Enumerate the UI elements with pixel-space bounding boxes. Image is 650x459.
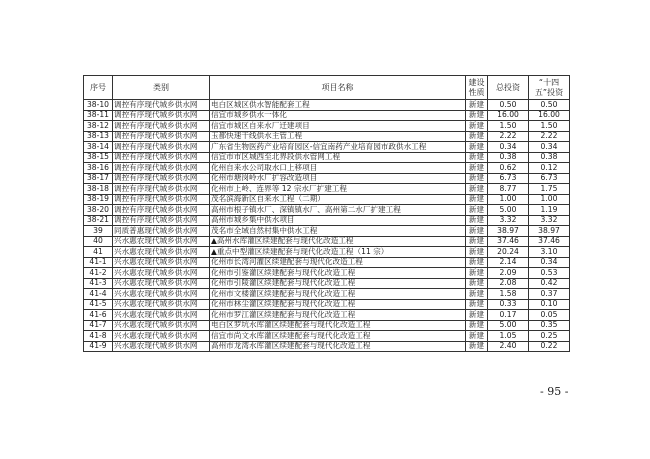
cell-name: 化州市塘岗岭水厂扩容改造项目	[210, 173, 466, 184]
cell-total: 2.14	[488, 257, 529, 268]
cell-nature: 新建	[466, 163, 488, 174]
cell-fyp: 0.10	[529, 299, 570, 310]
cell-category: 兴水惠农现代城乡供水网	[113, 310, 210, 321]
cell-seq: 41-2	[84, 268, 113, 279]
cell-nature: 新建	[466, 131, 488, 142]
cell-total: 2.08	[488, 278, 529, 289]
cell-nature: 新建	[466, 100, 488, 111]
cell-category: 兴水惠农现代城乡供水网	[113, 236, 210, 247]
cell-nature: 新建	[466, 173, 488, 184]
cell-name: 电白区罗坑水库灌区续建配套与现代化改造工程	[210, 320, 466, 331]
cell-total: 20.24	[488, 247, 529, 258]
cell-fyp: 0.34	[529, 142, 570, 153]
table-header	[84, 76, 570, 100]
cell-category: 调控有序现代城乡供水网	[113, 131, 210, 142]
cell-category: 调控有序现代城乡供水网	[113, 163, 210, 174]
cell-name: 化州市林尘灌区续建配套与现代化改造工程	[210, 299, 466, 310]
cell-nature: 新建	[466, 299, 488, 310]
cell-category: 兴水惠农现代城乡供水网	[113, 331, 210, 342]
cell-total: 2.09	[488, 268, 529, 279]
cell-fyp: 1.50	[529, 121, 570, 132]
cell-seq: 38-11	[84, 110, 113, 121]
cell-category: 调控有序现代城乡供水网	[113, 121, 210, 132]
cell-nature: 新建	[466, 310, 488, 321]
cell-seq: 38-14	[84, 142, 113, 153]
cell-total: 1.00	[488, 194, 529, 205]
cell-total: 0.17	[488, 310, 529, 321]
cell-fyp: 1.75	[529, 184, 570, 195]
cell-category: 调控有序现代城乡供水网	[113, 173, 210, 184]
cell-fyp: 38.97	[529, 226, 570, 237]
cell-fyp: 16.00	[529, 110, 570, 121]
cell-total: 0.50	[488, 100, 529, 111]
header-seq: 序号	[84, 76, 113, 100]
cell-fyp: 0.34	[529, 257, 570, 268]
cell-fyp: 1.00	[529, 194, 570, 205]
cell-seq: 38-15	[84, 152, 113, 163]
cell-nature: 新建	[466, 184, 488, 195]
table-body	[84, 100, 570, 352]
cell-seq: 38-20	[84, 205, 113, 216]
cell-category: 兴水惠农现代城乡供水网	[113, 257, 210, 268]
cell-nature: 新建	[466, 215, 488, 226]
table-row	[84, 278, 570, 289]
cell-nature: 新建	[466, 257, 488, 268]
table-row	[84, 226, 570, 237]
cell-total: 8.77	[488, 184, 529, 195]
table-row	[84, 142, 570, 153]
cell-name: 化州市长湾河灌区续建配套与现代化改造工程	[210, 257, 466, 268]
table-row	[84, 215, 570, 226]
cell-fyp: 0.12	[529, 163, 570, 174]
cell-total: 5.00	[488, 205, 529, 216]
cell-name: ▲高州水库灌区续建配套与现代化改造工程	[210, 236, 466, 247]
cell-name: 高州市根子镇水厂、深镇镇水厂、高州第二水厂扩建工程	[210, 205, 466, 216]
cell-total: 3.32	[488, 215, 529, 226]
cell-category: 兴水惠农现代城乡供水网	[113, 278, 210, 289]
cell-fyp: 3.32	[529, 215, 570, 226]
cell-fyp: 6.73	[529, 173, 570, 184]
cell-seq: 41	[84, 247, 113, 258]
cell-fyp: 1.19	[529, 205, 570, 216]
cell-fyp: 0.38	[529, 152, 570, 163]
cell-seq: 38-16	[84, 163, 113, 174]
cell-fyp: 3.10	[529, 247, 570, 258]
cell-seq: 41-9	[84, 341, 113, 352]
header-name: 项目名称	[210, 76, 466, 100]
cell-name: 化州市引鉴灌区续建配套与现代化改造工程	[210, 268, 466, 279]
cell-total: 1.58	[488, 289, 529, 300]
cell-category: 调控有序现代城乡供水网	[113, 184, 210, 195]
cell-name: 化州市文楼灌区续建配套与现代化改造工程	[210, 289, 466, 300]
cell-seq: 39	[84, 226, 113, 237]
cell-total: 0.62	[488, 163, 529, 174]
cell-category: 调控有序现代城乡供水网	[113, 215, 210, 226]
cell-fyp: 0.35	[529, 320, 570, 331]
cell-total: 0.38	[488, 152, 529, 163]
table-row	[84, 247, 570, 258]
cell-seq: 40	[84, 236, 113, 247]
cell-nature: 新建	[466, 247, 488, 258]
cell-fyp: 0.50	[529, 100, 570, 111]
cell-name: 高州市城乡集中供水项目	[210, 215, 466, 226]
table-row	[84, 331, 570, 342]
cell-nature: 新建	[466, 278, 488, 289]
cell-category: 调控有序现代城乡供水网	[113, 142, 210, 153]
cell-fyp: 0.25	[529, 331, 570, 342]
table-row	[84, 152, 570, 163]
cell-seq: 41-8	[84, 331, 113, 342]
table-row	[84, 289, 570, 300]
table-row	[84, 236, 570, 247]
cell-fyp: 0.37	[529, 289, 570, 300]
cell-category: 兴水惠农现代城乡供水网	[113, 289, 210, 300]
cell-seq: 38-18	[84, 184, 113, 195]
cell-fyp: 0.05	[529, 310, 570, 321]
cell-name: 广东省生物医药产业培育园区-信宜南药产业培育园市政供水工程	[210, 142, 466, 153]
cell-name: 化州自来水公司取水口上移项目	[210, 163, 466, 174]
cell-fyp: 0.53	[529, 268, 570, 279]
table-row	[84, 341, 570, 352]
cell-category: 兴水惠农现代城乡供水网	[113, 268, 210, 279]
cell-nature: 新建	[466, 320, 488, 331]
cell-total: 1.05	[488, 331, 529, 342]
cell-nature: 新建	[466, 341, 488, 352]
cell-category: 调控有序现代城乡供水网	[113, 205, 210, 216]
cell-seq: 41-7	[84, 320, 113, 331]
header-fyp: “十四五”投资	[529, 76, 570, 100]
cell-name: 化州市罗江灌区续建配套与现代化改造工程	[210, 310, 466, 321]
cell-total: 37.46	[488, 236, 529, 247]
table-row	[84, 299, 570, 310]
cell-name: 茂名市全域自然村集中供水工程	[210, 226, 466, 237]
header-nature: 建设性质	[466, 76, 488, 100]
cell-fyp: 2.22	[529, 131, 570, 142]
cell-seq: 38-13	[84, 131, 113, 142]
cell-category: 兴水惠农现代城乡供水网	[113, 247, 210, 258]
table-row	[84, 121, 570, 132]
cell-name: 茂名滨海新区自来水工程（二期）	[210, 194, 466, 205]
cell-nature: 新建	[466, 236, 488, 247]
cell-nature: 新建	[466, 194, 488, 205]
cell-total: 2.40	[488, 341, 529, 352]
cell-seq: 38-17	[84, 173, 113, 184]
cell-category: 兴水惠农现代城乡供水网	[113, 320, 210, 331]
cell-nature: 新建	[466, 331, 488, 342]
project-table	[83, 75, 570, 352]
cell-name: 化州市引陵灌区续建配套与现代化改造工程	[210, 278, 466, 289]
cell-seq: 41-1	[84, 257, 113, 268]
table-row	[84, 205, 570, 216]
page-number: - 95 -	[540, 385, 569, 398]
table-row	[84, 257, 570, 268]
table-row	[84, 310, 570, 321]
cell-name: 信宜市尚文水库灌区续建配套与现代化改造工程	[210, 331, 466, 342]
header-category: 类别	[113, 76, 210, 100]
cell-category: 兴水惠农现代城乡供水网	[113, 341, 210, 352]
table-row	[84, 173, 570, 184]
cell-name: 信宜市城乡供水一体化	[210, 110, 466, 121]
cell-fyp: 37.46	[529, 236, 570, 247]
table-row	[84, 184, 570, 195]
cell-nature: 新建	[466, 289, 488, 300]
cell-name: 信宜市城区自来水厂迁建项目	[210, 121, 466, 132]
cell-nature: 新建	[466, 226, 488, 237]
cell-total: 0.34	[488, 142, 529, 153]
cell-nature: 新建	[466, 268, 488, 279]
cell-category: 调控有序现代城乡供水网	[113, 100, 210, 111]
cell-total: 6.73	[488, 173, 529, 184]
table-row	[84, 163, 570, 174]
cell-total: 2.22	[488, 131, 529, 142]
cell-category: 调控有序现代城乡供水网	[113, 152, 210, 163]
cell-seq: 38-10	[84, 100, 113, 111]
cell-seq: 41-6	[84, 310, 113, 321]
cell-nature: 新建	[466, 142, 488, 153]
cell-fyp: 0.42	[529, 278, 570, 289]
cell-seq: 41-4	[84, 289, 113, 300]
table-row	[84, 110, 570, 121]
cell-total: 1.50	[488, 121, 529, 132]
cell-total: 16.00	[488, 110, 529, 121]
table-row	[84, 100, 570, 111]
cell-name: ▲重点中型灌区续建配套与现代化改造工程（11 宗）	[210, 247, 466, 258]
cell-nature: 新建	[466, 121, 488, 132]
table-row	[84, 194, 570, 205]
cell-name: 玉都快速干线供水主管工程	[210, 131, 466, 142]
cell-category: 同质普惠现代城乡供水网	[113, 226, 210, 237]
table-row	[84, 131, 570, 142]
cell-total: 38.97	[488, 226, 529, 237]
cell-name: 高州市龙湾水库灌区续建配套与现代化改造工程	[210, 341, 466, 352]
cell-fyp: 0.22	[529, 341, 570, 352]
cell-seq: 38-12	[84, 121, 113, 132]
table-row	[84, 268, 570, 279]
header-total: 总投资	[488, 76, 529, 100]
cell-nature: 新建	[466, 110, 488, 121]
cell-category: 调控有序现代城乡供水网	[113, 110, 210, 121]
cell-nature: 新建	[466, 152, 488, 163]
cell-seq: 41-3	[84, 278, 113, 289]
cell-seq: 41-5	[84, 299, 113, 310]
cell-name: 信宜市市区城西至北界段供水管网工程	[210, 152, 466, 163]
cell-total: 0.33	[488, 299, 529, 310]
table-row	[84, 320, 570, 331]
cell-name: 化州市上岭、连界等 12 宗水厂扩建工程	[210, 184, 466, 195]
cell-seq: 38-19	[84, 194, 113, 205]
cell-seq: 38-21	[84, 215, 113, 226]
cell-category: 调控有序现代城乡供水网	[113, 194, 210, 205]
cell-nature: 新建	[466, 205, 488, 216]
cell-name: 电白区城区供水智能配套工程	[210, 100, 466, 111]
cell-total: 5.00	[488, 320, 529, 331]
cell-category: 兴水惠农现代城乡供水网	[113, 299, 210, 310]
